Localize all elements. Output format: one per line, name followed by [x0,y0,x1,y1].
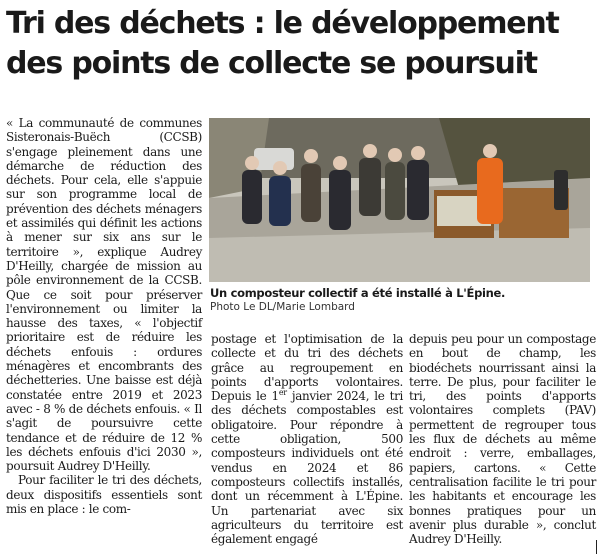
photo-caption: Un composteur collectif a été installé à L'Épine. [210,286,506,300]
paragraph-intro: « La communauté de communes Sisteronais-Buëch (CCSB) s'engage pleinement dans une démarche de réduction des déchets. Pour cela, elle s'appuie sur son programme local de prévention des déchets ménagers et assimilés qui définit les actions à mener sur six ans sur le territoire », explique Audrey D'Heilly, chargée de mission au pôle environnement de la CCSB. Que ce soit pour préserver l'environnement ou limiter la hausse des taxes, « l'objectif prioritaire est de réduire les déchets enfouis : ordures ménagères et encombrants des déchetteries. Une baisse est déjà constatée entre 2019 et 2023 avec - 8 % de déchets enfouis. « Il s'agit de poursuivre cette tendance et de réduire de 12 % les déchets enfouis d'ici 2030 », poursuit Audrey D'Heilly. [6,116,202,474]
compostage-text-a: postage et l'optimisation de la collecte et du tri des déchets grâce au regroupement en points d'apports volontaires. Depuis le 1 [211,332,403,404]
article-column-2 [211,332,403,546]
article-column-3 [409,332,596,546]
text-cursor-mark [596,540,597,554]
compostage-text-b: janvier 2024, le tri des déchets compostables est obligatoire. Pour répondre à cette obligation, 500 composteurs individuels ont été vendus en 2024 et 86 composteurs collectifs installés, dont un récemment à L'Épine. Un partenariat avec six agriculteurs du territoire est également engagé [211,389,404,547]
photo-credit: Photo Le DL/Marie Lombard [210,301,355,313]
article-headline: Tri des déchets : le développement des points de collecte se poursuit [6,6,559,81]
composteur-photo-image [209,118,590,282]
paragraph-compostage [211,332,403,546]
paragraph-conclusion: depuis peu pour un compostage en bout de champ, les biodéchets nourrissant ainsi la terre. De plus, pour faciliter le tri, des points d'apports volontaires complets (PAV) permettent de regrouper tous les flux de déchets au même endroit : verre, emballages, papiers, cartons. « Cette centralisation facilite le tri pour les habitants et encourage les bonnes pratiques pour un avenir plus durable », conclut Audrey D'Heilly. [409,332,596,547]
paragraph-dispositifs: Pour faciliter le tri des déchets, deux dispositifs essentiels sont mis en place : le com- [6,473,202,517]
article-column-1 [6,116,202,516]
ordinal-superscript: er [278,388,287,398]
article-photo [209,118,590,282]
